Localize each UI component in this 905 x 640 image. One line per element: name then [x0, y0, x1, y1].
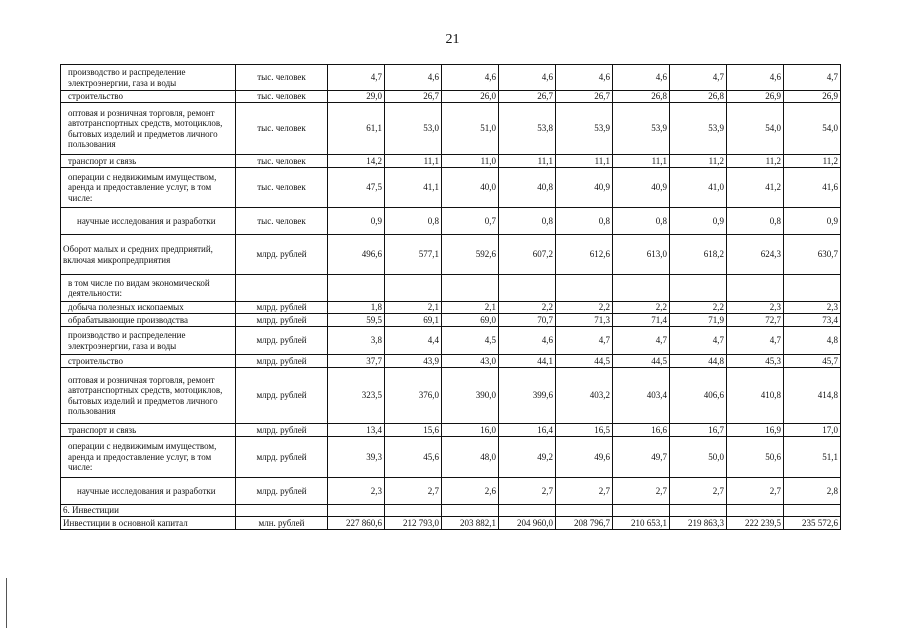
value-cell: 4,6 — [613, 65, 670, 91]
value-cell — [385, 505, 442, 517]
row-unit: млрд. рублей — [236, 327, 328, 355]
row-label: операции с недвижимым имуществом, аренда и предоставление услуг, в том числе: — [61, 437, 236, 478]
value-cell: 4,7 — [328, 65, 385, 91]
value-cell: 403,4 — [613, 368, 670, 424]
value-cell: 2,2 — [499, 302, 556, 314]
value-cell: 47,5 — [328, 168, 385, 208]
value-cell: 210 653,1 — [613, 517, 670, 530]
value-cell: 54,0 — [727, 103, 784, 155]
value-cell: 2,1 — [385, 302, 442, 314]
row-unit: млрд. рублей — [236, 478, 328, 505]
value-cell: 49,2 — [499, 437, 556, 478]
value-cell: 212 793,0 — [385, 517, 442, 530]
value-cell: 2,2 — [613, 302, 670, 314]
row-unit: млрд. рублей — [236, 368, 328, 424]
value-cell: 45,6 — [385, 437, 442, 478]
value-cell: 50,0 — [670, 437, 727, 478]
value-cell: 53,9 — [613, 103, 670, 155]
value-cell: 2,6 — [442, 478, 499, 505]
value-cell: 26,0 — [442, 91, 499, 103]
value-cell: 4,6 — [727, 65, 784, 91]
value-cell: 2,7 — [727, 478, 784, 505]
value-cell: 72,7 — [727, 314, 784, 327]
value-cell — [670, 505, 727, 517]
table-row — [61, 424, 841, 437]
value-cell: 2,7 — [613, 478, 670, 505]
value-cell: 53,9 — [670, 103, 727, 155]
value-cell: 376,0 — [385, 368, 442, 424]
value-cell: 208 796,7 — [556, 517, 613, 530]
value-cell: 0,8 — [613, 208, 670, 235]
value-cell: 41,2 — [727, 168, 784, 208]
value-cell: 2,8 — [784, 478, 841, 505]
value-cell: 4,7 — [613, 327, 670, 355]
value-cell: 45,7 — [784, 355, 841, 368]
value-cell: 4,8 — [784, 327, 841, 355]
value-cell: 618,2 — [670, 235, 727, 275]
value-cell: 44,8 — [670, 355, 727, 368]
table-row — [61, 355, 841, 368]
table-row — [61, 437, 841, 478]
value-cell: 11,2 — [784, 155, 841, 168]
value-cell: 612,6 — [556, 235, 613, 275]
value-cell: 26,9 — [727, 91, 784, 103]
value-cell: 53,9 — [556, 103, 613, 155]
value-cell: 406,6 — [670, 368, 727, 424]
table-row — [61, 314, 841, 327]
value-cell: 59,5 — [328, 314, 385, 327]
value-cell: 16,7 — [670, 424, 727, 437]
value-cell — [385, 275, 442, 302]
value-cell: 4,7 — [670, 65, 727, 91]
row-label: операции с недвижимым имуществом, аренда и предоставление услуг, в том числе: — [61, 168, 236, 208]
value-cell: 403,2 — [556, 368, 613, 424]
value-cell: 577,1 — [385, 235, 442, 275]
row-label: оптовая и розничная торговля, ремонт автотранспортных средств, мотоциклов, бытовых изделий и предметов личного пользования — [61, 103, 236, 155]
value-cell: 0,9 — [784, 208, 841, 235]
value-cell: 4,6 — [499, 327, 556, 355]
value-cell: 4,7 — [727, 327, 784, 355]
value-cell: 11,2 — [670, 155, 727, 168]
value-cell: 496,6 — [328, 235, 385, 275]
value-cell: 390,0 — [442, 368, 499, 424]
row-unit: тыс. человек — [236, 208, 328, 235]
value-cell: 16,9 — [727, 424, 784, 437]
page-number: 21 — [445, 32, 460, 47]
row-label: оптовая и розничная торговля, ремонт автотранспортных средств, мотоциклов, бытовых изделий и предметов личного пользования — [61, 368, 236, 424]
value-cell: 2,3 — [328, 478, 385, 505]
value-cell: 11,1 — [499, 155, 556, 168]
value-cell: 16,5 — [556, 424, 613, 437]
value-cell: 29,0 — [328, 91, 385, 103]
value-cell: 203 882,1 — [442, 517, 499, 530]
row-unit: тыс. человек — [236, 65, 328, 91]
value-cell: 71,4 — [613, 314, 670, 327]
value-cell: 0,9 — [670, 208, 727, 235]
value-cell: 44,5 — [613, 355, 670, 368]
margin-mark — [6, 578, 7, 628]
value-cell — [499, 275, 556, 302]
value-cell: 40,9 — [556, 168, 613, 208]
value-cell: 26,8 — [670, 91, 727, 103]
value-cell: 0,9 — [328, 208, 385, 235]
value-cell: 0,8 — [727, 208, 784, 235]
table-row — [61, 208, 841, 235]
value-cell: 51,1 — [784, 437, 841, 478]
value-cell: 1,8 — [328, 302, 385, 314]
value-cell: 4,5 — [442, 327, 499, 355]
value-cell: 11,1 — [385, 155, 442, 168]
value-cell: 11,2 — [727, 155, 784, 168]
table-row — [61, 91, 841, 103]
table-row — [61, 517, 841, 530]
row-label: производство и распределение электроэнергии, газа и воды — [61, 327, 236, 355]
value-cell: 4,7 — [784, 65, 841, 91]
table-row — [61, 155, 841, 168]
statistics-table — [60, 64, 841, 530]
row-label: добыча полезных ископаемых — [61, 302, 236, 314]
value-cell: 592,6 — [442, 235, 499, 275]
value-cell: 49,6 — [556, 437, 613, 478]
value-cell: 2,7 — [385, 478, 442, 505]
value-cell: 4,6 — [442, 65, 499, 91]
value-cell: 26,7 — [556, 91, 613, 103]
row-unit — [236, 505, 328, 517]
value-cell — [613, 505, 670, 517]
table-row — [61, 302, 841, 314]
value-cell — [328, 505, 385, 517]
value-cell: 37,7 — [328, 355, 385, 368]
value-cell: 3,8 — [328, 327, 385, 355]
value-cell — [328, 275, 385, 302]
value-cell — [499, 505, 556, 517]
value-cell: 0,8 — [499, 208, 556, 235]
value-cell: 44,5 — [556, 355, 613, 368]
value-cell: 2,7 — [556, 478, 613, 505]
row-unit: тыс. человек — [236, 168, 328, 208]
value-cell: 4,6 — [556, 65, 613, 91]
value-cell: 53,0 — [385, 103, 442, 155]
table-row — [61, 505, 841, 517]
row-label: обрабатывающие производства — [61, 314, 236, 327]
row-unit: млрд. рублей — [236, 437, 328, 478]
value-cell: 204 960,0 — [499, 517, 556, 530]
value-cell: 40,8 — [499, 168, 556, 208]
value-cell: 2,7 — [670, 478, 727, 505]
value-cell: 54,0 — [784, 103, 841, 155]
value-cell — [670, 275, 727, 302]
value-cell: 61,1 — [328, 103, 385, 155]
value-cell: 41,0 — [670, 168, 727, 208]
row-label: строительство — [61, 355, 236, 368]
row-unit: тыс. человек — [236, 103, 328, 155]
value-cell: 26,8 — [613, 91, 670, 103]
value-cell — [442, 275, 499, 302]
value-cell: 49,7 — [613, 437, 670, 478]
value-cell: 2,3 — [784, 302, 841, 314]
value-cell: 11,1 — [613, 155, 670, 168]
value-cell: 0,7 — [442, 208, 499, 235]
value-cell: 2,3 — [727, 302, 784, 314]
value-cell: 26,7 — [499, 91, 556, 103]
value-cell: 227 860,6 — [328, 517, 385, 530]
value-cell: 414,8 — [784, 368, 841, 424]
row-unit: тыс. человек — [236, 91, 328, 103]
value-cell: 607,2 — [499, 235, 556, 275]
value-cell: 2,2 — [556, 302, 613, 314]
table-row — [61, 275, 841, 302]
value-cell: 53,8 — [499, 103, 556, 155]
value-cell: 73,4 — [784, 314, 841, 327]
value-cell: 69,1 — [385, 314, 442, 327]
value-cell: 613,0 — [613, 235, 670, 275]
row-label: Инвестиции в основной капитал — [61, 517, 236, 530]
value-cell: 71,9 — [670, 314, 727, 327]
value-cell — [727, 275, 784, 302]
table-row — [61, 235, 841, 275]
value-cell: 4,7 — [556, 327, 613, 355]
value-cell — [442, 505, 499, 517]
value-cell: 14,2 — [328, 155, 385, 168]
value-cell: 26,7 — [385, 91, 442, 103]
value-cell: 41,6 — [784, 168, 841, 208]
value-cell: 4,6 — [499, 65, 556, 91]
value-cell: 2,1 — [442, 302, 499, 314]
value-cell: 11,1 — [556, 155, 613, 168]
value-cell: 410,8 — [727, 368, 784, 424]
value-cell: 40,0 — [442, 168, 499, 208]
row-label: 6. Инвестиции — [61, 505, 236, 517]
value-cell: 399,6 — [499, 368, 556, 424]
value-cell: 0,8 — [556, 208, 613, 235]
value-cell: 235 572,6 — [784, 517, 841, 530]
value-cell: 48,0 — [442, 437, 499, 478]
value-cell: 26,9 — [784, 91, 841, 103]
row-label: научные исследования и разработки — [61, 478, 236, 505]
value-cell: 15,6 — [385, 424, 442, 437]
value-cell — [613, 275, 670, 302]
value-cell: 13,4 — [328, 424, 385, 437]
value-cell: 70,7 — [499, 314, 556, 327]
value-cell: 11,0 — [442, 155, 499, 168]
row-unit: млн. рублей — [236, 517, 328, 530]
value-cell: 17,0 — [784, 424, 841, 437]
table-row — [61, 168, 841, 208]
row-label: Оборот малых и средних предприятий, включая микропредприятия — [61, 235, 236, 275]
row-label: транспорт и связь — [61, 424, 236, 437]
value-cell: 16,4 — [499, 424, 556, 437]
value-cell: 2,2 — [670, 302, 727, 314]
value-cell: 51,0 — [442, 103, 499, 155]
value-cell: 71,3 — [556, 314, 613, 327]
value-cell: 2,7 — [499, 478, 556, 505]
value-cell: 43,0 — [442, 355, 499, 368]
value-cell: 16,0 — [442, 424, 499, 437]
value-cell: 4,4 — [385, 327, 442, 355]
row-unit — [236, 275, 328, 302]
row-label: строительство — [61, 91, 236, 103]
value-cell: 16,6 — [613, 424, 670, 437]
row-unit: млрд. рублей — [236, 235, 328, 275]
row-label: транспорт и связь — [61, 155, 236, 168]
table-row — [61, 65, 841, 91]
value-cell — [784, 275, 841, 302]
value-cell: 40,9 — [613, 168, 670, 208]
table-row — [61, 478, 841, 505]
value-cell: 45,3 — [727, 355, 784, 368]
value-cell: 4,6 — [385, 65, 442, 91]
value-cell — [556, 275, 613, 302]
value-cell: 0,8 — [385, 208, 442, 235]
row-unit: млрд. рублей — [236, 355, 328, 368]
value-cell: 630,7 — [784, 235, 841, 275]
table-body — [61, 65, 841, 530]
table-row — [61, 327, 841, 355]
table-row — [61, 368, 841, 424]
value-cell — [727, 505, 784, 517]
value-cell: 323,5 — [328, 368, 385, 424]
row-label: научные исследования и разработки — [61, 208, 236, 235]
value-cell — [784, 505, 841, 517]
value-cell: 43,9 — [385, 355, 442, 368]
value-cell: 624,3 — [727, 235, 784, 275]
row-unit: млрд. рублей — [236, 314, 328, 327]
row-unit: тыс. человек — [236, 155, 328, 168]
value-cell: 222 239,5 — [727, 517, 784, 530]
value-cell: 44,1 — [499, 355, 556, 368]
row-label: в том числе по видам экономической деятельности: — [61, 275, 236, 302]
row-label: производство и распределение электроэнергии, газа и воды — [61, 65, 236, 91]
row-unit: млрд. рублей — [236, 302, 328, 314]
value-cell: 41,1 — [385, 168, 442, 208]
value-cell: 69,0 — [442, 314, 499, 327]
row-unit: млрд. рублей — [236, 424, 328, 437]
value-cell: 39,3 — [328, 437, 385, 478]
value-cell: 50,6 — [727, 437, 784, 478]
value-cell: 4,7 — [670, 327, 727, 355]
table-row — [61, 103, 841, 155]
value-cell — [556, 505, 613, 517]
value-cell: 219 863,3 — [670, 517, 727, 530]
